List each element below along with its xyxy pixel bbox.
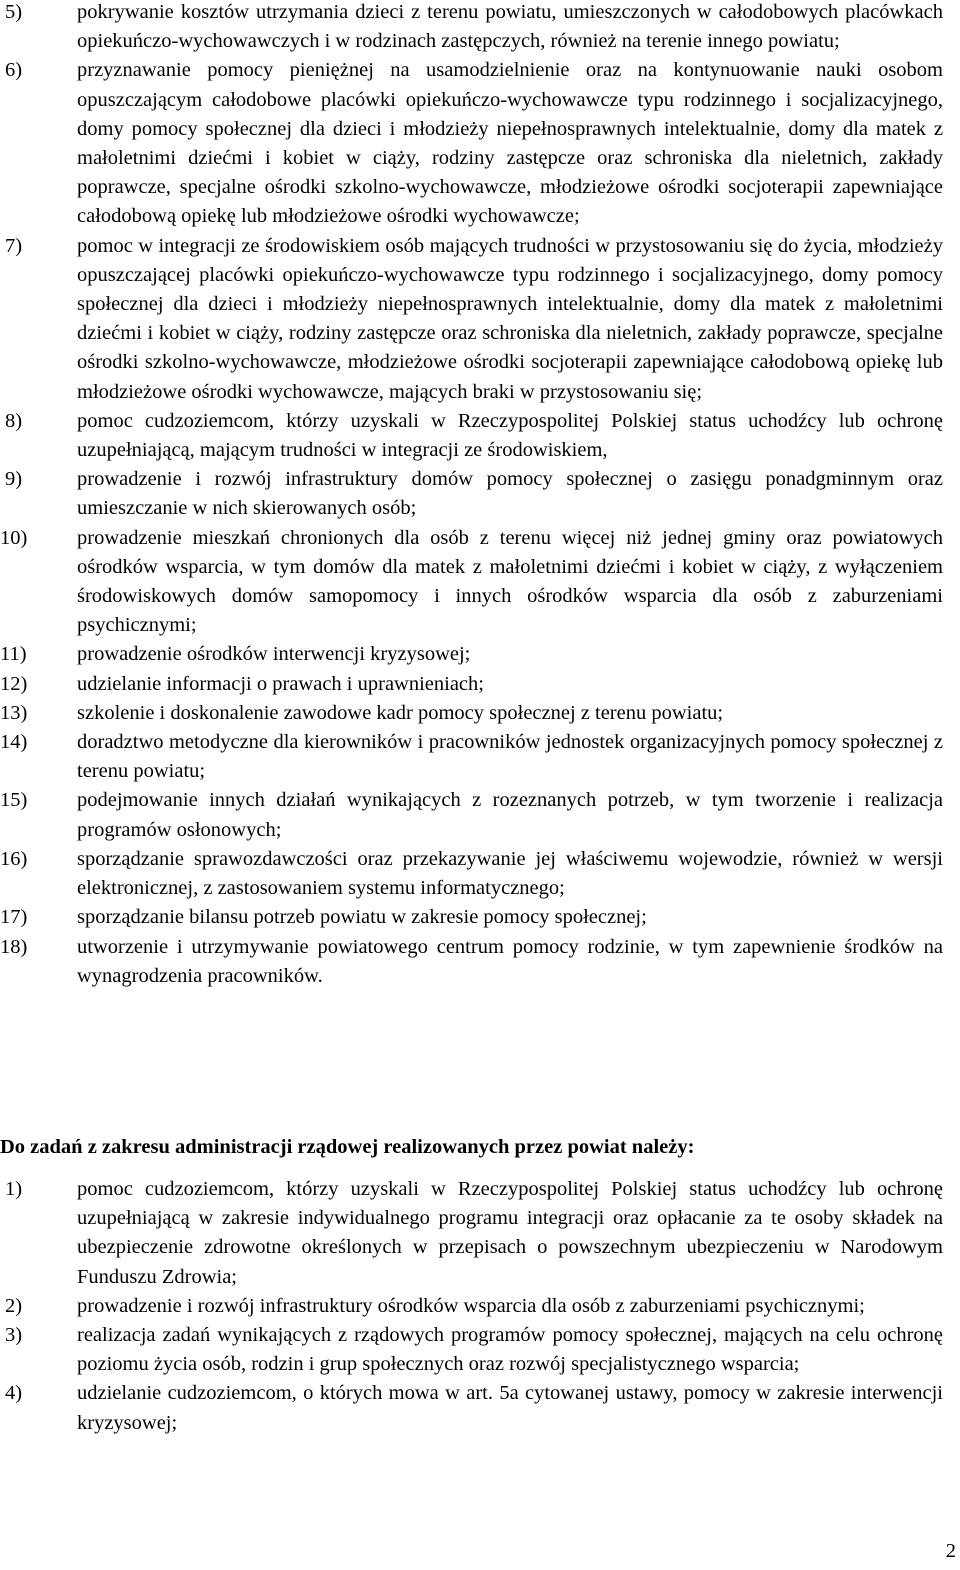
list-item-number: 14) [0, 731, 28, 754]
list-item-number: 16) [0, 847, 28, 870]
list-item [0, 1292, 960, 1321]
list-item-text: pomoc cudzoziemcom, którzy uzyskali w Rzeczypospolitej Polskiej status uchodźcy lub ochronę uzupełniającą w zakresie indywidualnego programu integracji oraz opłacanie za te osoby składek na ubezpieczenie zdrowotne określonych w przepisach o powszechnym ubezpieczeniu w Narodowym Funduszu Zdrowia; [77, 1178, 943, 1288]
list-item-number: 1) [5, 1178, 23, 1200]
list-item-text: utworzenie i utrzymywanie powiatowego centrum pomocy rodzinie, w tym zapewnienie środków na wynagrodzenia pracowników. [77, 935, 943, 987]
list-item-text: pokrywanie kosztów utrzymania dzieci z terenu powiatu, umieszczonych w całodobowych placówkach opiekuńczo-wychowawczych i w rodzinach zastępczych, również na terenie innego powiatu; [77, 1, 943, 53]
list-item [0, 56, 960, 231]
list-item [0, 524, 960, 641]
list-item-text: pomoc cudzoziemcom, którzy uzyskali w Rzeczypospolitej Polskiej status uchodźcy lub ochronę uzupełniającą, mającym trudności w integracji ze środowiskiem, [77, 409, 943, 462]
list-item [0, 465, 960, 523]
list-item-text: szkolenie i doskonalenie zawodowe kadr pomocy społecznej z terenu powiatu; [77, 701, 724, 724]
list-item [0, 933, 960, 991]
list-item [0, 699, 960, 728]
list-item-number: 13) [0, 701, 28, 724]
list-item-number: 2) [5, 1294, 23, 1317]
list-item [0, 903, 960, 932]
list-item [0, 640, 960, 669]
list-item [0, 407, 960, 465]
list-item [0, 1379, 960, 1437]
list-item [0, 0, 960, 56]
list-item-number: 3) [5, 1324, 23, 1347]
list-item-text: realizacja zadań wynikających z rządowych programów pomocy społecznej, mających na celu ochronę poziomu życia osób, rodzin i grup społecznych oraz rozwój specjalistycznego wsparcia; [77, 1324, 943, 1376]
list-item-text: prowadzenie i rozwój infrastruktury domów pomocy społecznej o zasięgu ponadgminnym oraz umieszczanie w nich skierowanych osób; [77, 468, 943, 520]
list-item-number: 7) [5, 234, 23, 257]
list-item-number: 17) [0, 906, 28, 929]
list-item [0, 1175, 960, 1292]
list-item-text: prowadzenie i rozwój infrastruktury ośrodków wsparcia dla osób z zaburzeniami psychicznymi; [77, 1294, 865, 1317]
list-item-number: 4) [5, 1382, 23, 1405]
list-item [0, 728, 960, 786]
list-item-text: sporządzanie sprawozdawczości oraz przekazywanie jej właściwemu wojewodzie, również w wersji elektronicznej, z zastosowaniem systemu informatycznego; [77, 847, 943, 900]
list-item-number: 5) [5, 1, 23, 23]
section-heading: Do zadań z zakresu administracji rządowej realizowanych przez powiat należy: [0, 1136, 695, 1158]
page-number: 2 [945, 1540, 956, 1562]
list-item-number: 11) [0, 643, 27, 666]
list-item [0, 786, 960, 844]
list-item-number: 9) [5, 468, 23, 491]
task-list-government [0, 1175, 960, 1438]
list-item-number: 15) [0, 789, 28, 812]
list-item-number: 8) [5, 409, 23, 432]
list-item-text: udzielanie cudzoziemcom, o których mowa w art. 5a cytowanej ustawy, pomocy w zakresie interwencji kryzysowej; [77, 1382, 943, 1434]
list-item [0, 232, 960, 407]
list-item-number: 10) [0, 526, 28, 549]
list-item [0, 1321, 960, 1379]
list-item-number: 12) [0, 672, 28, 695]
list-item-number: 6) [5, 59, 23, 82]
list-item-text: pomoc w integracji ze środowiskiem osób mających trudności w przystosowaniu się do życia, młodzieży opuszczającej placówki opiekuńczo-wychowawcze typu rodzinnego i socjalizacyjnego, domy pomocy społecznej dla dzieci i młodzieży niepełnosprawnych intelektualnie, domy dla matek z małoletnimi dziećmi i kobiet w ciąży, rodziny zastępcze oraz schroniska dla nieletnich, zakłady poprawcze, specjalne ośrodki szkolno-wychowawcze, młodzieżowe ośrodki socjoterapii zapewniające całodobową opiekę lub młodzieżowe ośrodki wychowawcze, mających braki w przystosowaniu się; [77, 234, 943, 403]
list-item-text: przyznawanie pomocy pieniężnej na usamodzielnienie oraz na kontynuowanie nauki osobom opuszczającym całodobowe placówki opiekuńczo-wychowawcze typu rodzinnego i socjalizacyjnego, domy pomocy społecznej dla dzieci i młodzieży niepełnosprawnych intelektualnie, domy dla matek z małoletnimi dziećmi i kobiet w ciąży, rodziny zastępcze oraz schroniska dla nieletnich, zakłady poprawcze, specjalne ośrodki szkolno-wychowawcze, młodzieżowe ośrodki socjoterapii zapewniające całodobową opiekę lub młodzieżowe ośrodki wychowawcze; [77, 59, 943, 228]
list-item-text: prowadzenie mieszkań chronionych dla osób z terenu więcej niż jednej gminy oraz powiatowych ośrodków wsparcia, w tym domów dla matek z małoletnimi dziećmi i kobiet w ciąży, z wyłączeniem środowiskowych domów samopomocy i innych ośrodków wsparcia dla osób z zaburzeniami psychicznymi; [77, 526, 943, 637]
list-item-text: udzielanie informacji o prawach i uprawnieniach; [77, 672, 484, 695]
list-item-text: podejmowanie innych działań wynikających z rozeznanych potrzeb, w tym tworzenie i realizacja programów osłonowych; [77, 789, 943, 841]
list-item [0, 670, 960, 699]
list-item-text: prowadzenie ośrodków interwencji kryzysowej; [77, 643, 471, 666]
list-item-number: 18) [0, 935, 28, 958]
list-item-text: sporządzanie bilansu potrzeb powiatu w zakresie pomocy społecznej; [77, 906, 647, 929]
list-item [0, 845, 960, 903]
list-item-text: doradztwo metodyczne dla kierowników i pracowników jednostek organizacyjnych pomocy społecznej z terenu powiatu; [77, 731, 943, 783]
